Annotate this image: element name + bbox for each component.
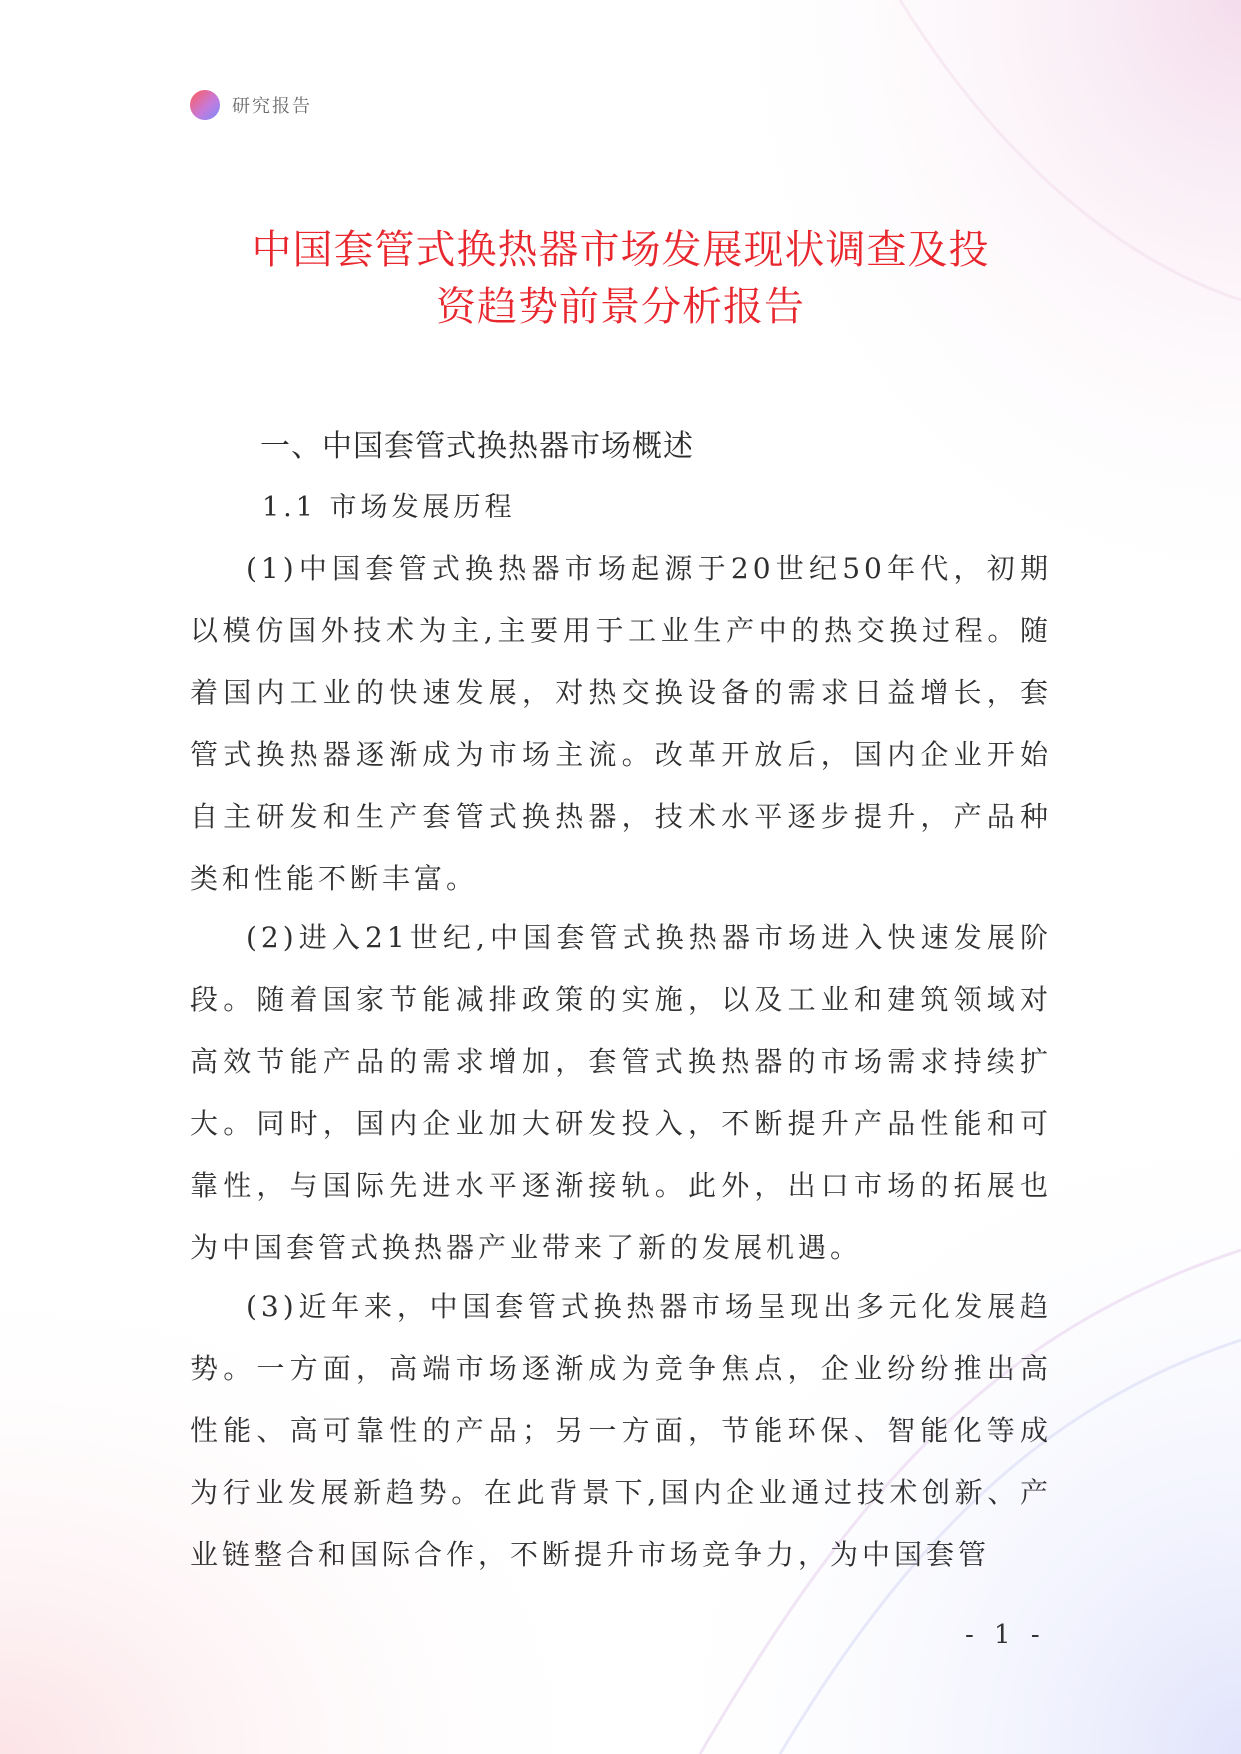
paragraph-3: (3)近年来，中国套管式换热器市场呈现出多元化发展趋势。一方面，高端市场逐渐成为竞争焦点，企业纷纷推出高性能、高可靠性的产品；另一方面，节能环保、智能化等成为行业发展新趋势。在此背景下,国内企业通过技术创新、产业链整合和国际合作，不断提升市场竞争力，为中国套管 — [190, 1290, 1052, 1571]
page-number: - 1 - — [965, 1620, 1046, 1650]
title-line-1: 中国套管式换热器市场发展现状调查及投 — [251, 227, 990, 273]
header-label: 研究报告 — [232, 96, 312, 117]
subsection-heading: 1.1 市场发展历程 — [262, 492, 516, 523]
report-title — [140, 222, 1101, 336]
paragraph-2: (2)进入21世纪,中国套管式换热器市场进入快速发展阶段。随着国家节能减排政策的实施，以及工业和建筑领域对高效节能产品的需求增加，套管式换热器的市场需求持续扩大。同时，国内企业加大研发投入，不断提升产品性能和可靠性，与国际先进水平逐渐接轨。此外，出口市场的拓展也为中国套管式换热器产业带来了新的发展机遇。 — [190, 921, 1052, 1264]
gradient-circle-logo-icon — [190, 90, 220, 120]
title-line-2: 资趋势前景分析报告 — [436, 284, 805, 330]
paragraph-1: (1)中国套管式换热器市场起源于20世纪50年代，初期以模仿国外技术为主,主要用于工业生产中的热交换过程。随着国内工业的快速发展，对热交换设备的需求日益增长，套管式换热器逐渐成为市场主流。改革开放后，国内企业开始自主研发和生产套管式换热器，技术水平逐步提升，产品种类和性能不断丰富。 — [190, 552, 1052, 895]
page-header — [190, 88, 312, 122]
section-heading: 一、中国套管式换热器市场概述 — [260, 429, 694, 464]
